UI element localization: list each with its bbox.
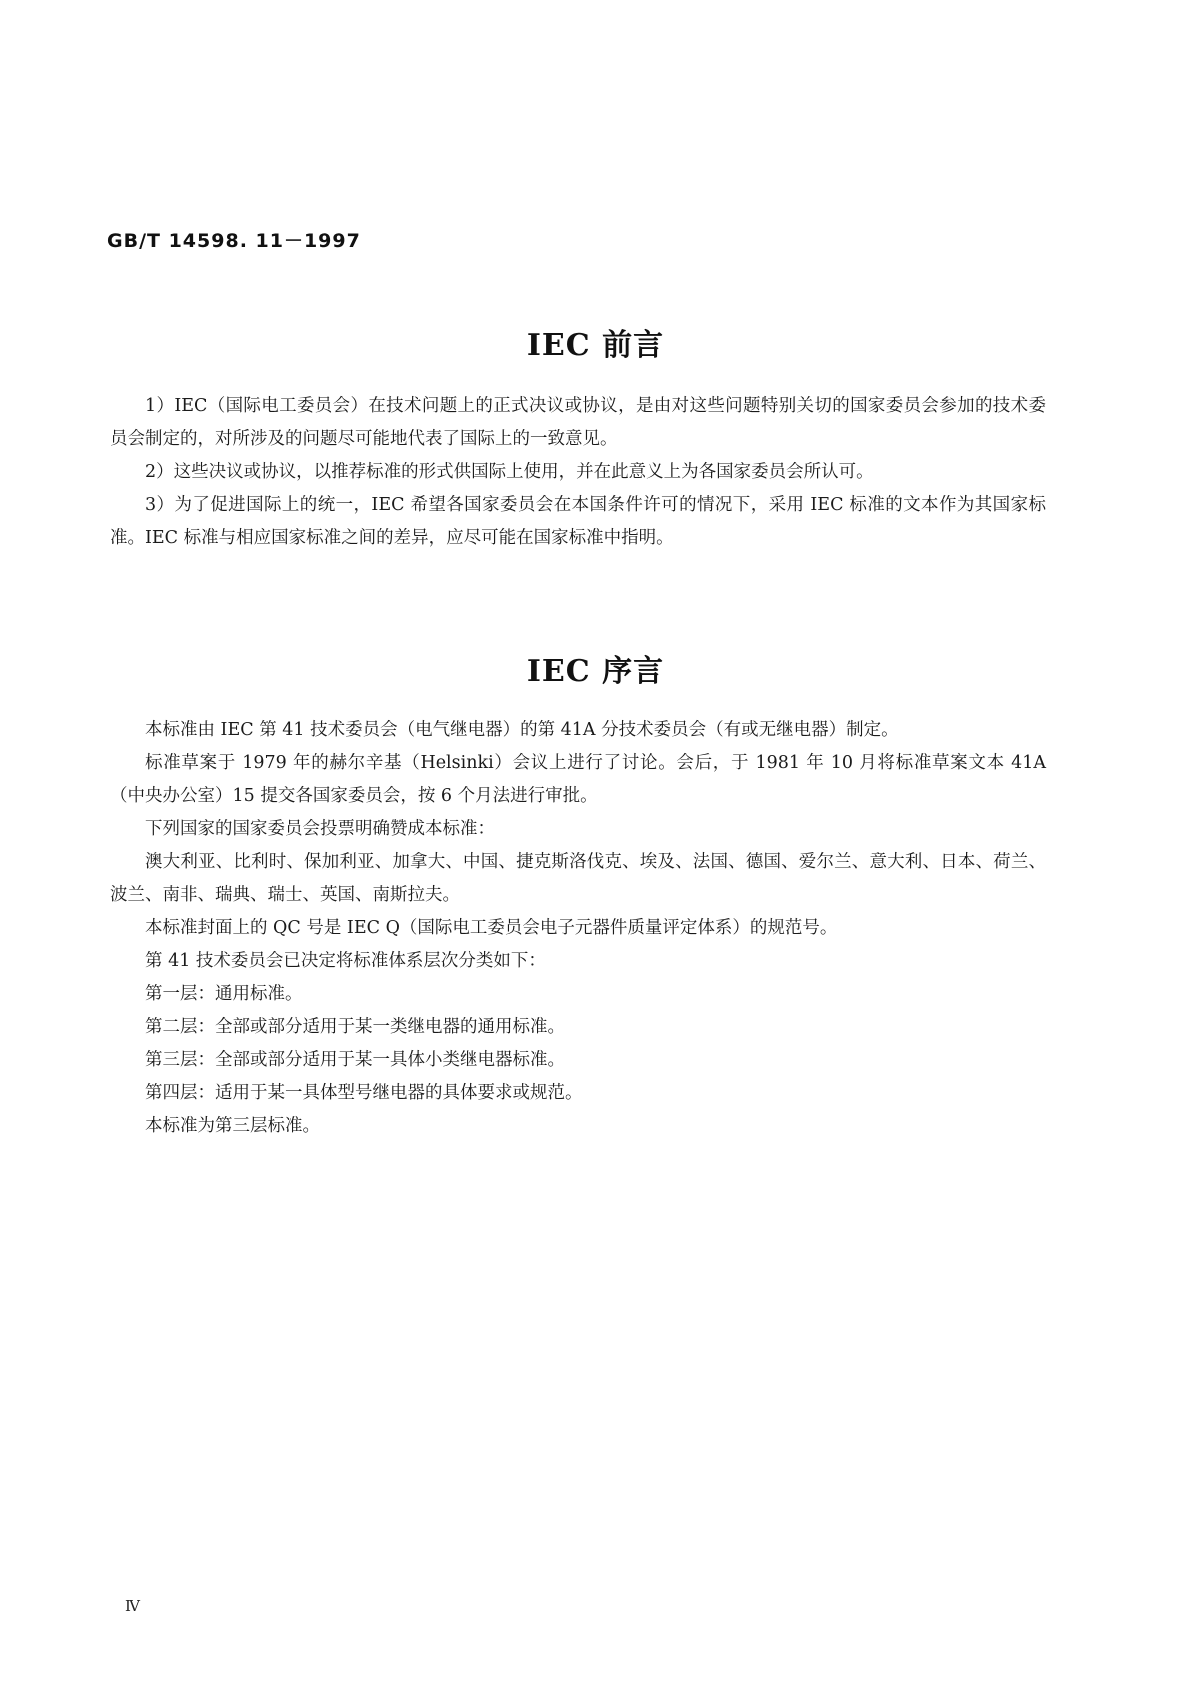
preface-level-1: 第一层：通用标准。: [145, 984, 303, 1004]
foreword-paragraph-3: 3）为了促进国际上的统一，IEC 希望各国家委员会在本国条件许可的情况下，采用 IEC 标准的文本作为其国家标准。IEC 标准与相应国家标准之间的差异，应尽可能在国家标准中指明。: [110, 495, 1046, 548]
preface-conclusion: 本标准为第三层标准。: [145, 1116, 320, 1136]
foreword-paragraph-2: 2）这些决议或协议，以推荐标准的形式供国际上使用，并在此意义上为各国家委员会所认可。: [145, 462, 874, 482]
preface-paragraph-2: 标准草案于 1979 年的赫尔辛基（Helsinki）会议上进行了讨论。会后，于 1981 年 10 月将标准草案文本 41A（中央办公室）15 提交各国家委员会，按 6 个月法进行审批。: [110, 753, 1046, 806]
standard-code: GB/T 14598. 11－1997: [107, 230, 361, 252]
preface-paragraph-3: 下列国家的国家委员会投票明确赞成本标准：: [145, 819, 495, 839]
preface-country-list: 澳大利亚、比利时、保加利亚、加拿大、中国、捷克斯洛伐克、埃及、法国、德国、爱尔兰、意大利、日本、荷兰、波兰、南非、瑞典、瑞士、英国、南斯拉夫。: [110, 852, 1046, 905]
preface-level-2: 第二层：全部或部分适用于某一类继电器的通用标准。: [145, 1017, 565, 1037]
preface-paragraph-qc: 本标准封面上的 QC 号是 IEC Q（国际电工委员会电子元器件质量评定体系）的规范号。: [145, 918, 838, 938]
foreword-paragraph-1: 1）IEC（国际电工委员会）在技术问题上的正式决议或协议，是由对这些问题特别关切的国家委员会参加的技术委员会制定的，对所涉及的问题尽可能地代表了国际上的一致意见。: [110, 396, 1046, 449]
preface-paragraph-1: 本标准由 IEC 第 41 技术委员会（电气继电器）的第 41A 分技术委员会（有或无继电器）制定。: [145, 720, 899, 740]
preface-body: [110, 714, 1046, 1143]
preface-level-4: 第四层：适用于某一具体型号继电器的具体要求或规范。: [145, 1083, 583, 1103]
preface-level-3: 第三层：全部或部分适用于某一具体小类继电器标准。: [145, 1050, 565, 1070]
foreword-title: IEC 前言: [526, 328, 665, 363]
page-number: Ⅳ: [125, 1597, 140, 1615]
preface-paragraph-hierarchy: 第 41 技术委员会已决定将标准体系层次分类如下：: [145, 951, 546, 971]
foreword-body: [110, 390, 1046, 555]
preface-title: IEC 序言: [526, 654, 665, 689]
